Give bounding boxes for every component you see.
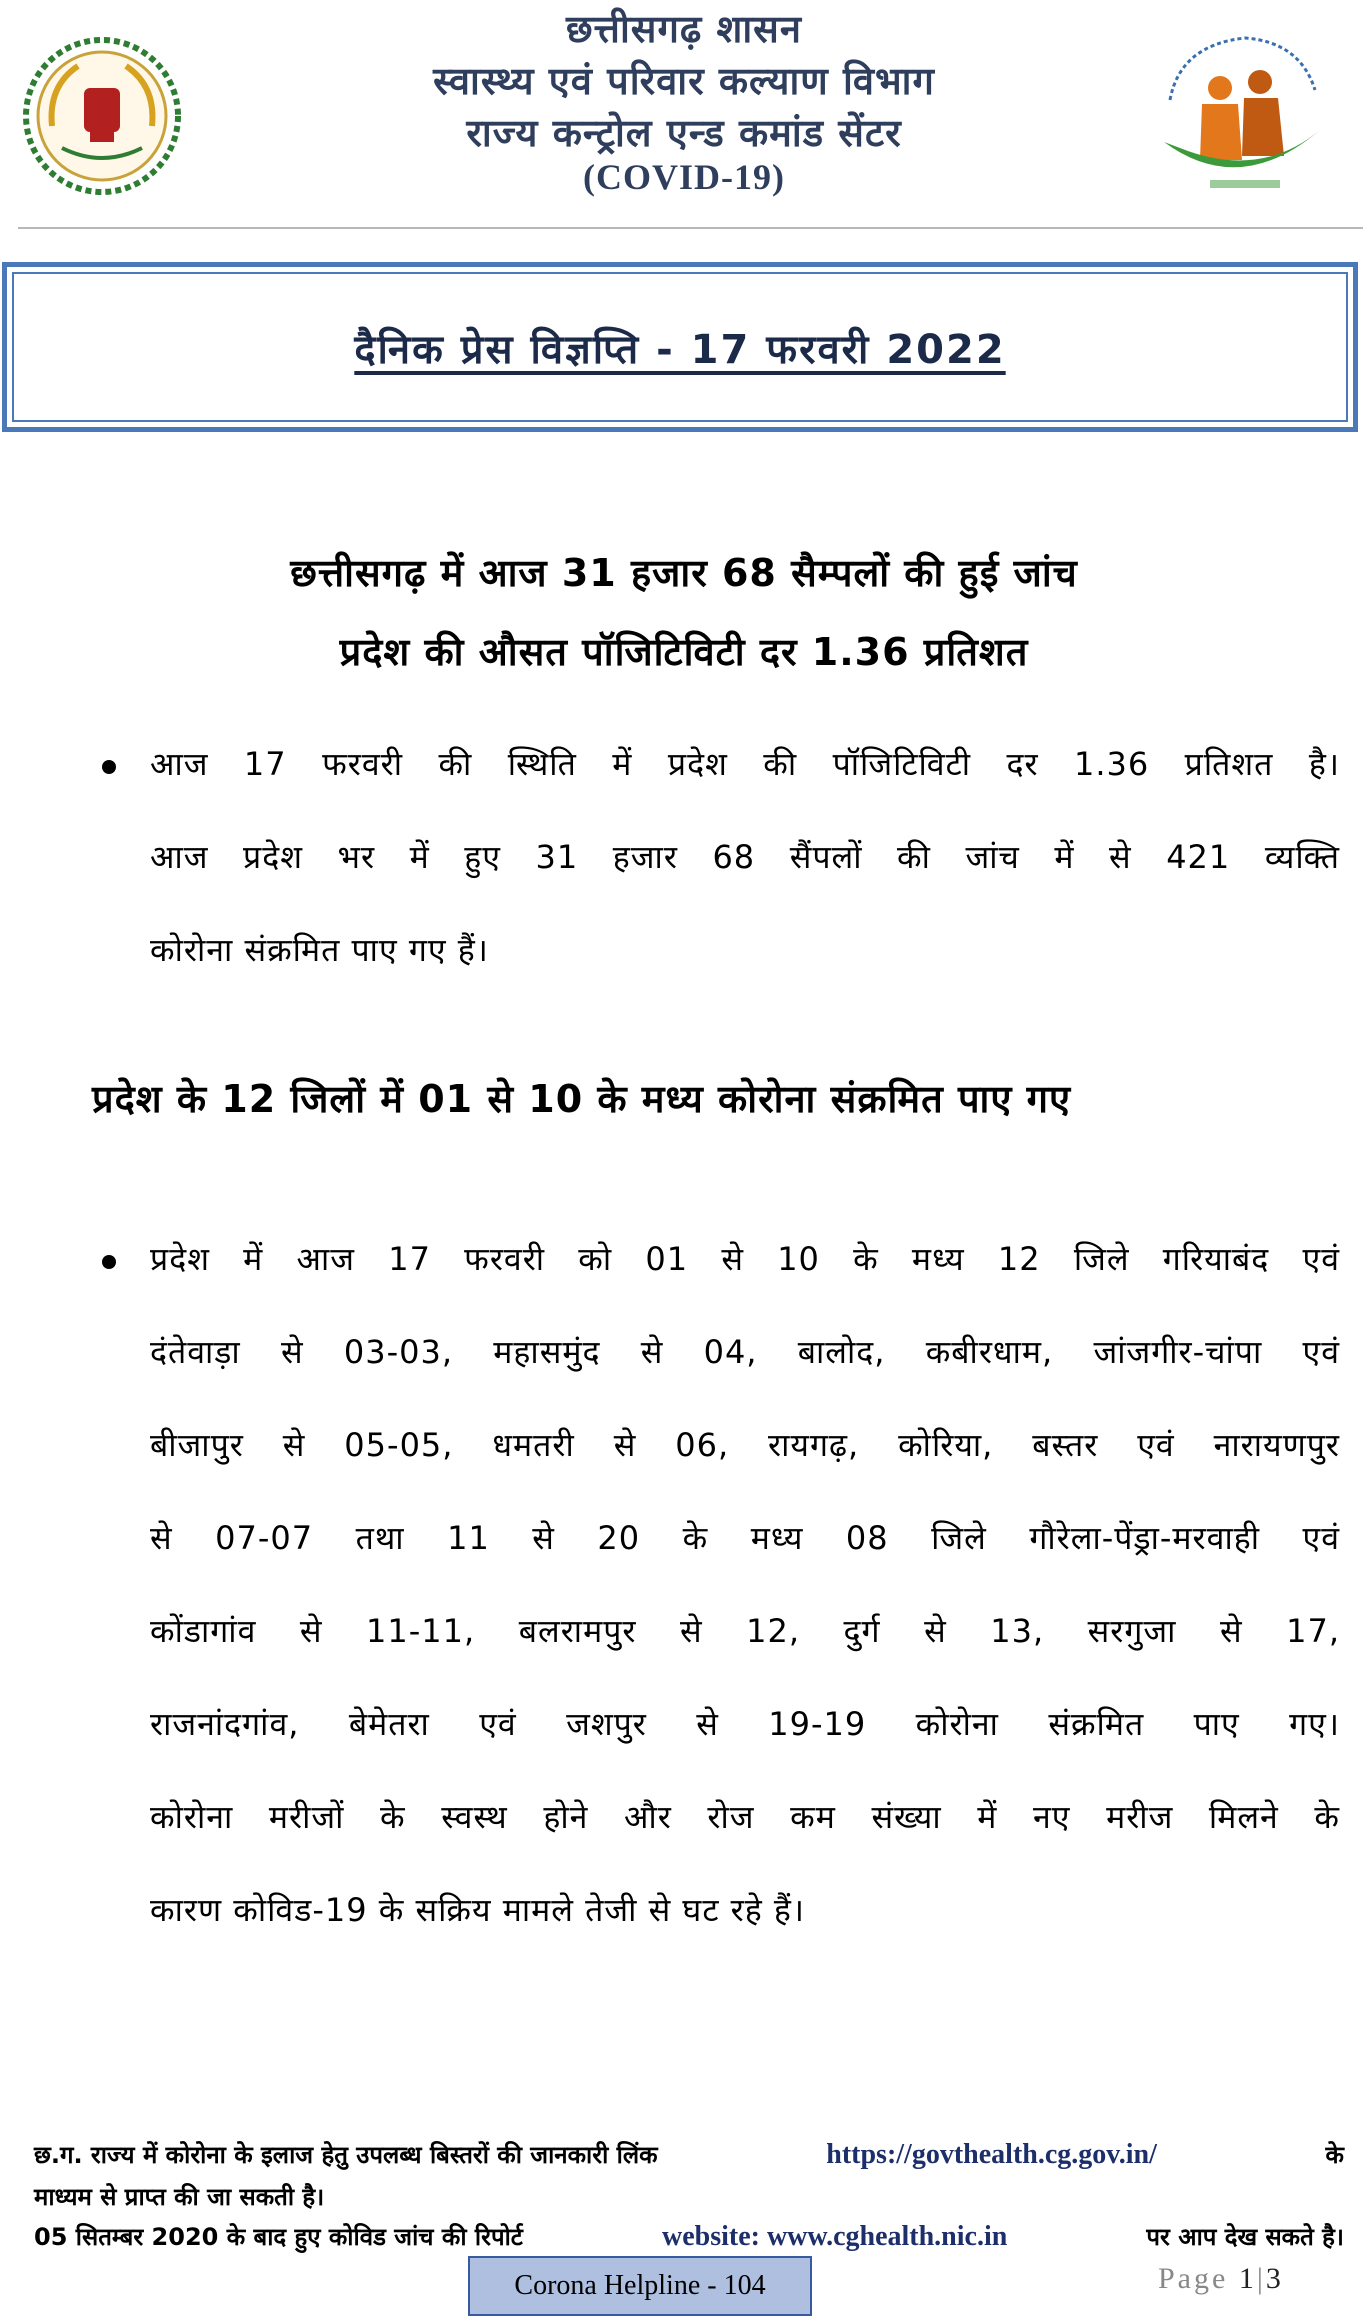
paragraph-line: राजनांदगांव, बेमेतरा एवं जशपुर से 19-19 कोरोना संक्रमित पाए गए।	[150, 1705, 1340, 1743]
page-current: 1	[1238, 2262, 1257, 2295]
paragraph-line: आज 17 फरवरी की स्थिति में प्रदेश की पॉजिटिविटी दर 1.36 प्रतिशत है।	[150, 745, 1340, 783]
footer-bed-text: छ.ग. राज्य में कोरोना के इलाज हेतु उपलब्ध बिस्तरों की जानकारी लिंक	[34, 2141, 658, 2169]
bullet-point	[102, 760, 116, 774]
headline-samples: छत्तीसगढ़ में आज 31 हजार 68 सैम्पलों की हुई जांच	[290, 551, 1078, 595]
headline-districts: प्रदेश के 12 जिलों में 01 से 10 के मध्य कोरोना संक्रमित पाए गए	[92, 1077, 1072, 1121]
paragraph-line: कोरोना मरीजों के स्वस्थ होने और रोज कम संख्या में नए मरीज मिलने के	[150, 1798, 1340, 1836]
footer-report-info	[34, 2220, 1344, 2253]
paragraph-line: कोरोना संक्रमित पाए गए हैं।	[150, 931, 489, 969]
cghealth-website-link[interactable]: website: www.cghealth.nic.in	[661, 2221, 1008, 2252]
paragraph-line: कारण कोविड-19 के सक्रिय मामले तेजी से घट रहे हैं।	[150, 1891, 805, 1929]
page-label: Page	[1158, 2262, 1229, 2295]
paragraph-line: से 07-07 तथा 11 से 20 के मध्य 08 जिले गौरेला-पेंड्रा-मरवाही एवं	[150, 1519, 1340, 1557]
bullet-point	[102, 1255, 116, 1269]
header-divider	[18, 227, 1363, 229]
footer-report-text-end: पर आप देख सकते है।	[1146, 2223, 1344, 2251]
paragraph-line: आज प्रदेश भर में हुए 31 हजार 68 सैंपलों की जांच में से 421 व्यक्ति	[150, 838, 1340, 876]
paragraph-line: दंतेवाड़ा से 03-03, महासमुंद से 04, बालोद, कबीरधाम, जांजगीर-चांपा एवं	[150, 1333, 1340, 1371]
paragraph-line: कोंडागांव से 11-11, बलरामपुर से 12, दुर्ग से 13, सरगुजा से 17,	[150, 1612, 1340, 1650]
footer-bed-text-end: के	[1325, 2141, 1344, 2169]
footer-report-text: 05 सितम्बर 2020 के बाद हुए कोविड जांच की रिपोर्ट	[34, 2223, 523, 2251]
page-total: 3	[1265, 2262, 1284, 2295]
press-release-title: दैनिक प्रेस विज्ञप्ति - 17 फरवरी 2022	[354, 326, 1006, 373]
headline-positivity: प्रदेश की औसत पॉजिटिविटी दर 1.36 प्रतिशत	[339, 630, 1029, 674]
header-covid-tag: (COVID-19)	[583, 157, 785, 197]
footer-bed-text-line2: माध्यम से प्राप्त की जा सकती है।	[34, 2183, 325, 2211]
footer-bed-info	[34, 2138, 1344, 2171]
header-department: स्वास्थ्य एवं परिवार कल्याण विभाग	[433, 59, 935, 103]
page-number: Page 1|3	[1158, 2262, 1284, 2295]
paragraph-districts	[150, 1237, 1340, 1957]
header-govt-name: छत्तीसगढ़ शासन	[566, 7, 802, 51]
paragraph-line: बीजापुर से 05-05, धमतरी से 06, रायगढ़, कोरिया, बस्तर एवं नारायणपुर	[150, 1426, 1340, 1464]
corona-helpline-box: Corona Helpline - 104	[468, 2256, 812, 2316]
header-command-center: राज्य कन्ट्रोल एन्ड कमांड सेंटर	[466, 111, 902, 155]
govthealth-link[interactable]: https://govthealth.cg.gov.in/	[826, 2139, 1157, 2170]
paragraph-positivity	[150, 742, 1340, 982]
paragraph-line: प्रदेश में आज 17 फरवरी को 01 से 10 के मध्य 12 जिले गरियाबंद एवं	[150, 1240, 1340, 1278]
title-box	[2, 262, 1358, 432]
